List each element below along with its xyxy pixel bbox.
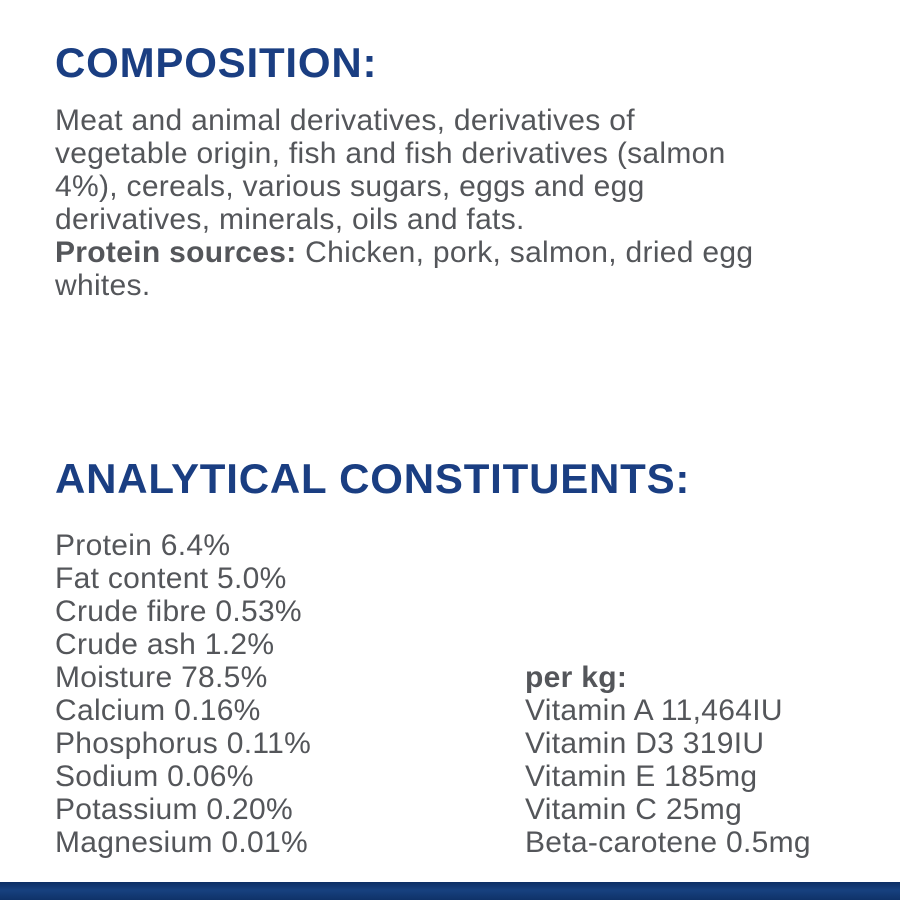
composition-line: derivatives, minerals, oils and fats. [55, 203, 525, 236]
analytical-item-potassium: Potassium 0.20% [55, 793, 293, 826]
per-kg-label: per kg: [525, 661, 628, 694]
protein-sources-line [55, 236, 855, 269]
analytical-item-sodium: Sodium 0.06% [55, 760, 254, 793]
analytical-item-vitamin-c: Vitamin C 25mg [525, 793, 743, 826]
composition-line: 4%), cereals, various sugars, eggs and egg [55, 170, 645, 203]
analytical-item-crude-fibre: Crude fibre 0.53% [55, 595, 302, 628]
analytical-item-calcium: Calcium 0.16% [55, 694, 261, 727]
analytical-item-vitamin-e: Vitamin E 185mg [525, 760, 758, 793]
analytical-item-beta-carotene: Beta-carotene 0.5mg [525, 826, 811, 859]
composition-line: vegetable origin, fish and fish derivatives (salmon [55, 137, 726, 170]
protein-sources-text: Chicken, pork, salmon, dried egg [296, 236, 754, 269]
composition-section [55, 40, 855, 302]
analytical-section [55, 456, 855, 859]
analytical-item-crude-ash: Crude ash 1.2% [55, 628, 275, 661]
analytical-item-protein: Protein 6.4% [55, 529, 231, 562]
analytical-item-vitamin-a: Vitamin A 11,464IU [525, 694, 783, 727]
protein-sources-continuation: whites. [55, 269, 151, 302]
analytical-item-magnesium: Magnesium 0.01% [55, 826, 308, 859]
analytical-columns [55, 529, 855, 859]
analytical-right-column [525, 661, 811, 859]
analytical-item-fat: Fat content 5.0% [55, 562, 287, 595]
analytical-item-moisture: Moisture 78.5% [55, 661, 268, 694]
footer-band [0, 882, 900, 900]
protein-sources-label: Protein sources: [55, 236, 297, 269]
analytical-heading: ANALYTICAL CONSTITUENTS: [55, 455, 691, 502]
composition-line: Meat and animal derivatives, derivatives of [55, 104, 635, 137]
analytical-item-phosphorus: Phosphorus 0.11% [55, 727, 312, 760]
analytical-item-vitamin-d3: Vitamin D3 319IU [525, 727, 765, 760]
composition-text [55, 104, 855, 302]
composition-heading: COMPOSITION: [55, 39, 378, 86]
analytical-left-column [55, 529, 525, 859]
